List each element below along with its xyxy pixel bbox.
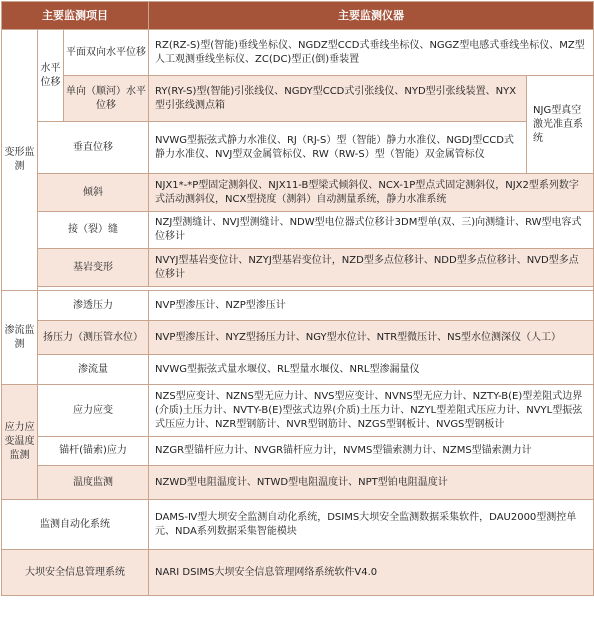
- row-vertical-label: 垂直位移: [38, 122, 149, 174]
- row-single-label: 单向（顺河）水平位移: [64, 76, 149, 122]
- row-tilt-label: 倾斜: [38, 174, 149, 212]
- table-row: [2, 437, 594, 466]
- table-row: [2, 321, 594, 355]
- row-uplift-desc: NVP型渗压计、NYZ型扬压力计、NGY型水位计、NTR型微压计、NS型水位测深仪（人工）: [149, 321, 594, 355]
- row-tilt-desc: NJX1*-*P型固定测斜仪、NJX11-B型梁式倾斜仪、NCX-1P型点式固定测斜仪，NJX2型系列数字式活动测斜仪，NCX型挠度（测斜）自动测量系统，静力水准系统: [149, 174, 594, 212]
- row-single-desc: RY(RY-S)型(智能)引张线仪、NGDY型CCD式引张线仪、NYD型引张线装置、NYX型引张线测点箱: [149, 76, 527, 122]
- table-row: [2, 550, 594, 596]
- row-plane-desc: RZ(RZ-S)型(智能)垂线坐标仪、NGDZ型CCD式垂线坐标仪、NGGZ型电感式垂线坐标仪、MZ型人工观测垂线坐标仪、ZC(DC)型正(倒)垂装置: [149, 30, 594, 76]
- sub-horizontal: 水平位移: [38, 30, 64, 122]
- row-bedrock-label: 基岩变形: [38, 249, 149, 287]
- group-deformation: 变形监测: [2, 30, 38, 291]
- table-row: [2, 212, 594, 249]
- table-row: [2, 500, 594, 550]
- row-seep-flow-desc: NVWG型振弦式量水堰仪、RL型量水堰仪、NRL型渗漏量仪: [149, 355, 594, 385]
- table-header-row: [2, 2, 594, 30]
- table-row: [2, 249, 594, 287]
- table-row: [2, 466, 594, 500]
- row-stress-desc: NZS型应变计、NZNS型无应力计、NVS型应变计、NVNS型无应力计、NZTY-B(E)型差阻式边界(介质)土压力计、NVTY-B(E)型弦式边界(介质)土压力计、NZYL型差阻式压应力计、NVYL型振弦式压应力计、NZR型钢筋计、NVR型钢筋计、NZGS型钢板计、NVGS型钢板计: [149, 385, 594, 437]
- row-vertical-desc: NVWG型振弦式静力水准仪、RJ（RJ-S）型（智能）静力水准仪、NGDJ型CCD式静力水准仪、NVJ型双金属管标仪、RW（RW-S）型（智能）双金属管标仪: [149, 122, 527, 174]
- group-stress-temp: 应力应变温度监测: [2, 385, 38, 500]
- table-row: [2, 122, 594, 174]
- table-row: [2, 76, 594, 122]
- row-auto-desc: DAMS-Ⅳ型大坝安全监测自动化系统，DSIMS大坝安全监测数据采集软件，DAU2000型测控单元、NDA系列数据采集智能模块: [149, 500, 594, 550]
- monitoring-table: [1, 1, 594, 596]
- group-seepage: 渗流监测: [2, 291, 38, 385]
- row-seep-pressure-label: 渗透压力: [38, 291, 149, 321]
- table-row: [2, 291, 594, 321]
- row-seep-pressure-desc: NVP型渗压计、NZP型渗压计: [149, 291, 594, 321]
- row-crack-desc: NZJ型测缝计、NVJ型测缝计、NDW型电位器式位移计3DM型单(双、三)向测缝计、RW型电容式位移计: [149, 212, 594, 249]
- row-temp-desc: NZWD型电阻温度计、NTWD型电阻温度计、NPT型铂电阻温度计: [149, 466, 594, 500]
- row-anchor-desc: NZGR型锚杆应力计、NVGR锚杆应力计，NVMS型锚索测力计、NZMS型锚索测力计: [149, 437, 594, 466]
- table-row: [2, 355, 594, 385]
- group-auto: 监测自动化系统: [2, 500, 149, 550]
- row-info-desc: NARI DSIMS大坝安全信息管理网络系统软件V4.0: [149, 550, 594, 596]
- row-bedrock-desc: NVYJ型基岩变位计、NZYJ型基岩变位计，NZD型多点位移计、NDD型多点位移计、NVD型多点位移计: [149, 249, 594, 287]
- table-row: [2, 385, 594, 437]
- row-njg-desc: NJG型真空激光准直系统: [527, 76, 594, 174]
- table-row: [2, 174, 594, 212]
- row-seep-flow-label: 渗流量: [38, 355, 149, 385]
- header-instrument: 主要监测仪器: [149, 2, 594, 30]
- row-plane-label: 平面双向水平位移: [64, 30, 149, 76]
- row-uplift-label: 扬压力（测压管水位）: [38, 321, 149, 355]
- row-temp-label: 温度监测: [38, 466, 149, 500]
- header-item: 主要监测项目: [2, 2, 149, 30]
- group-info: 大坝安全信息管理系统: [2, 550, 149, 596]
- row-anchor-label: 锚杆(锚索)应力: [38, 437, 149, 466]
- row-crack-label: 接（裂）缝: [38, 212, 149, 249]
- table-row: [2, 30, 594, 76]
- row-stress-label: 应力应变: [38, 385, 149, 437]
